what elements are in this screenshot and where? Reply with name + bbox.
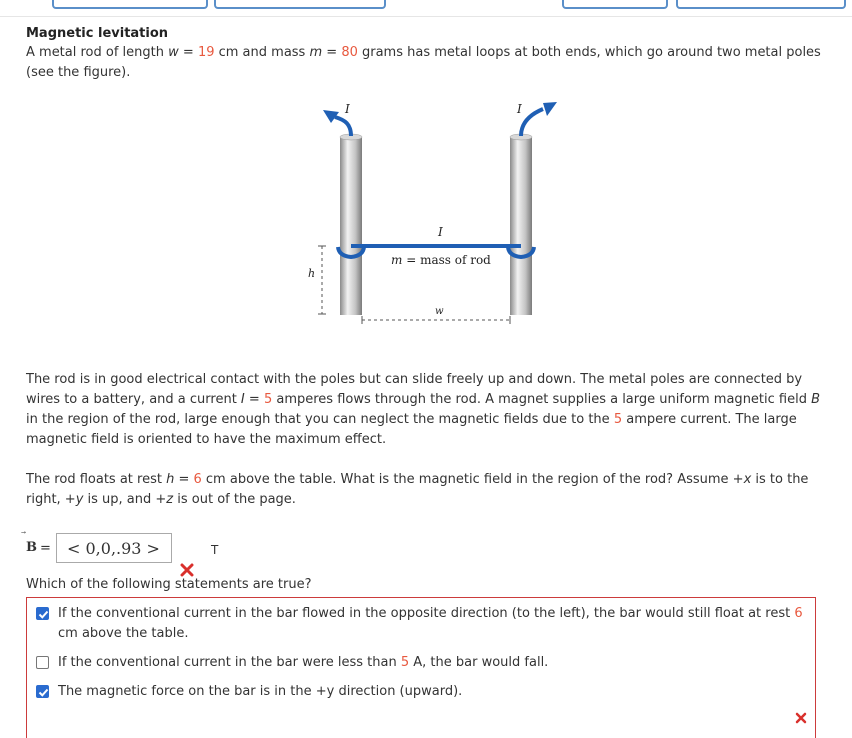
label-current-rod: I <box>438 225 443 239</box>
problem-description: The rod is in good electrical contact with the poles but can slide freely up and down. The metal poles are connected by wires to a battery, and a current I = 5 amperes flows through the rod. A magnet supplies a large uniform magnetic field B in the region of the rod, large enough that you can neglect the magnetic fields due to the 5 ampere current. The large magnetic field is oriented to have the maximum effect. <box>26 372 821 447</box>
right-wire <box>521 109 543 136</box>
statements-box: If the conventional current in the bar flowed in the opposite direction (to the left), the bar would still float at rest 6 cm above the table. If the conventional current in the bar were less than 5 A, the bar would fall. The magnetic force on the bar is in the +y direction (upward). <box>26 597 816 738</box>
question-magnetic-field: The rod floats at rest h = 6 cm above the table. What is the magnetic field in the region of the rod? Assume +x is to the right, +y is up, and +z is out of the page. <box>26 472 809 507</box>
figure-svg <box>295 92 575 332</box>
checkbox-unchecked-icon[interactable] <box>36 656 49 669</box>
red-x-icon <box>180 563 194 577</box>
tab-4[interactable] <box>676 0 846 9</box>
label-current-left: I <box>345 102 350 116</box>
right-pole <box>510 137 532 315</box>
top-tab-strip <box>0 0 852 17</box>
unit-label: T <box>211 543 219 557</box>
tab-3[interactable] <box>562 0 668 9</box>
red-x-icon <box>795 712 807 724</box>
tab-1[interactable] <box>52 0 208 9</box>
question-true-statements: Which of the following statements are true? <box>26 577 312 592</box>
label-h: h <box>308 267 316 280</box>
problem-intro: A metal rod of length w = 19 cm and mass m = 80 grams has metal loops at both ends, which go around two metal poles (see the figure). <box>26 45 821 80</box>
equals-sign: = <box>40 541 51 556</box>
tab-2[interactable] <box>214 0 386 9</box>
checkbox-checked-icon[interactable] <box>36 607 49 620</box>
checkbox-checked-icon[interactable] <box>36 685 49 698</box>
left-pole <box>340 137 362 315</box>
left-wire <box>335 117 351 136</box>
vector-b-label: B <box>26 540 37 555</box>
problem-title: Magnetic levitation <box>26 26 169 41</box>
b-vector-answer-input[interactable]: < 0,0,.93 > <box>56 533 172 563</box>
rod-poles-figure <box>295 92 575 336</box>
right-wire-arrow <box>543 102 557 116</box>
label-current-right: I <box>517 102 522 116</box>
label-w: w <box>435 306 444 317</box>
label-mass: m = mass of rod <box>391 253 491 267</box>
